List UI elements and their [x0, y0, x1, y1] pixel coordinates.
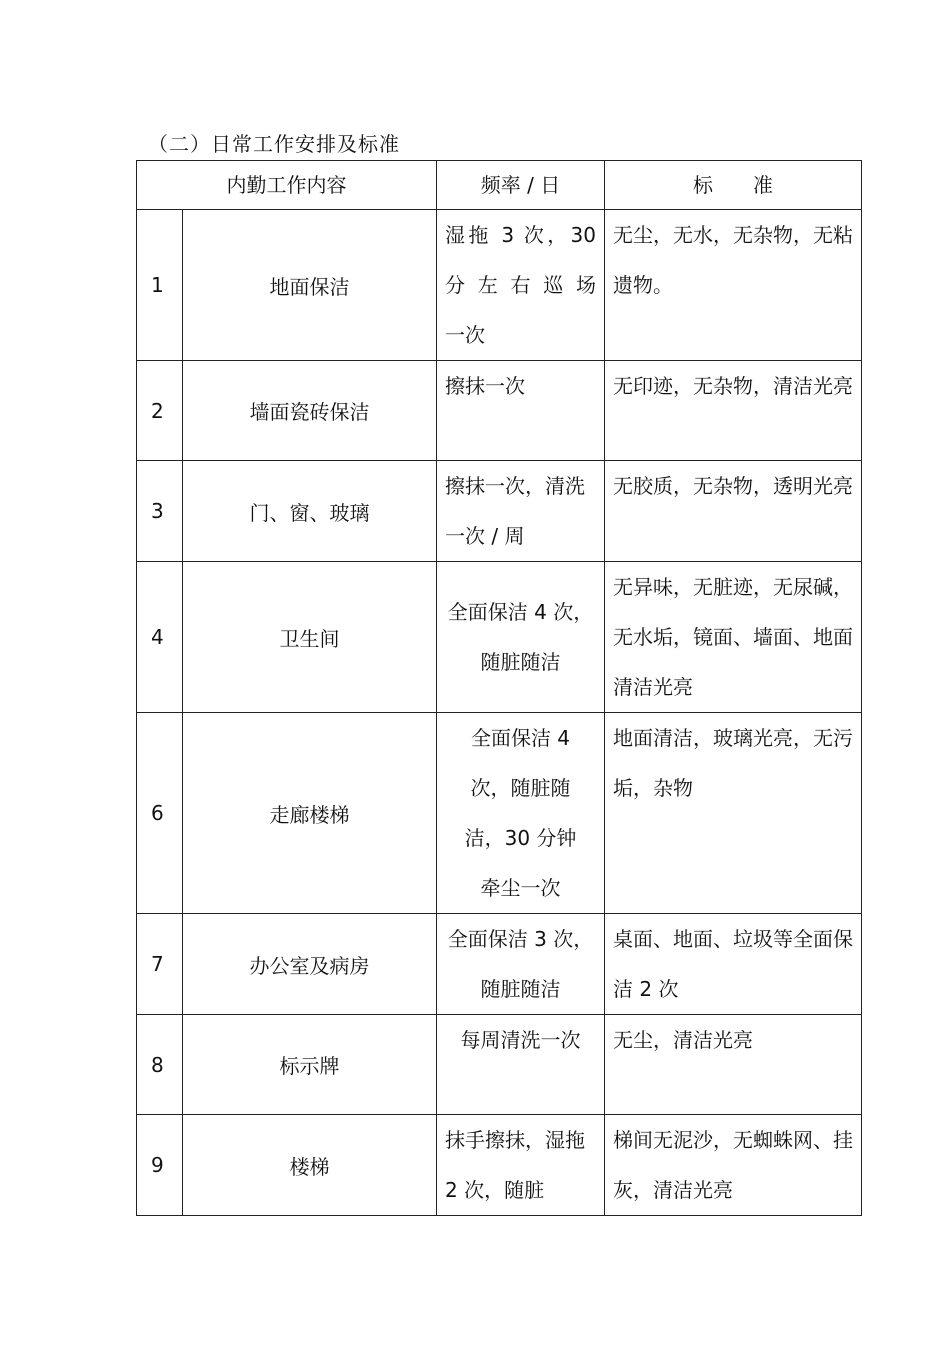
row-standard: [605, 562, 862, 713]
row-item: 卫生间: [183, 562, 437, 713]
row-frequency: [437, 1015, 605, 1115]
standard-text: 地面清洁，玻璃光亮，无污垢，杂物: [613, 726, 853, 800]
row-standard: [605, 914, 862, 1015]
row-item: 办公室及病房: [183, 914, 437, 1015]
row-standard: [605, 713, 862, 914]
table-row: [137, 461, 862, 562]
header-frequency: 频率 / 日: [437, 161, 605, 210]
row-number: 1: [137, 210, 183, 361]
table-row: [137, 210, 862, 361]
row-number: 7: [137, 914, 183, 1015]
table-row: [137, 914, 862, 1015]
frequency-text: 抹手擦抹，湿拖 2 次，随脏: [445, 1128, 585, 1202]
standard-text: 梯间无泥沙，无蜘蛛网、挂灰，清洁光亮: [613, 1128, 853, 1202]
row-frequency: [437, 461, 605, 562]
row-frequency: [437, 210, 605, 361]
row-frequency: [437, 914, 605, 1015]
row-frequency: [437, 713, 605, 914]
table-row: [137, 1015, 862, 1115]
frequency-text: 全面保洁 3 次，随脏随洁: [447, 927, 594, 1001]
row-item: 墙面瓷砖保洁: [183, 361, 437, 461]
frequency-text: 擦抹一次，清洗一次 / 周: [445, 474, 585, 548]
table-row: [137, 1115, 862, 1216]
row-number: 8: [137, 1015, 183, 1115]
frequency-text: 擦抹一次: [445, 374, 525, 398]
row-item: 楼梯: [183, 1115, 437, 1216]
row-standard: [605, 461, 862, 562]
standard-text: 无印迹，无杂物，清洁光亮: [613, 374, 853, 398]
standard-text: 桌面、地面、垃圾等全面保洁 2 次: [613, 927, 853, 1001]
row-number: 6: [137, 713, 183, 914]
table-row: [137, 361, 862, 461]
standard-text: 无尘，清洁光亮: [613, 1028, 753, 1052]
header-standard: 标 准: [605, 161, 862, 210]
frequency-text: 全面保洁 4 次，随脏随洁: [447, 600, 594, 674]
row-frequency: [437, 562, 605, 713]
row-standard: [605, 361, 862, 461]
table-header-row: [137, 161, 862, 210]
frequency-text: 全面保洁 4 次，随脏随洁，30 分钟牵尘一次: [464, 726, 577, 900]
row-item: 走廊楼梯: [183, 713, 437, 914]
row-item: 门、窗、玻璃: [183, 461, 437, 562]
row-frequency: [437, 1115, 605, 1216]
section-title: （二）日常工作安排及标准: [148, 132, 400, 156]
row-number: 2: [137, 361, 183, 461]
table-row: [137, 713, 862, 914]
standard-text: 无异味，无脏迹，无尿碱，无水垢，镜面、墙面、地面清洁光亮: [613, 575, 853, 699]
row-frequency: [437, 361, 605, 461]
row-number: 4: [137, 562, 183, 713]
row-number: 9: [137, 1115, 183, 1216]
row-standard: [605, 1015, 862, 1115]
table-row: [137, 562, 862, 713]
row-number: 3: [137, 461, 183, 562]
row-item: 地面保洁: [183, 210, 437, 361]
standard-text: 无尘，无水，无杂物，无粘遗物。: [613, 223, 853, 297]
row-standard: [605, 210, 862, 361]
frequency-text: 每周清洗一次: [460, 1028, 581, 1052]
row-item: 标示牌: [183, 1015, 437, 1115]
row-standard: [605, 1115, 862, 1216]
work-schedule-table: [136, 160, 862, 1216]
standard-text: 无胶质，无杂物，透明光亮: [613, 474, 853, 498]
frequency-text: 湿拖 3 次，30 分 左 右 巡 场 一次: [445, 223, 596, 347]
header-content: 内勤工作内容: [137, 161, 437, 210]
